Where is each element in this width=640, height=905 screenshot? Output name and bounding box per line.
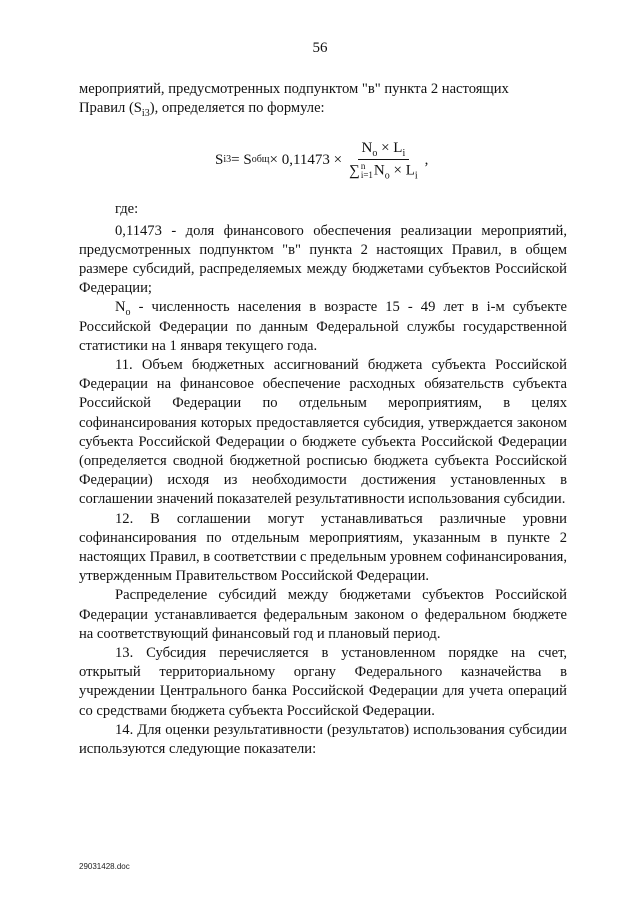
- definition-population-sub: o: [125, 307, 131, 319]
- den-l-sub: i: [414, 170, 418, 182]
- formula-numerator: [358, 140, 410, 160]
- definition-population-symbol: N: [115, 299, 126, 316]
- formula: S i3 = S общ × 0,11473 × $N_o \times L_i$ ∑ n i=1 $N_o \times L_i$ ,: [215, 140, 429, 182]
- num-l: × L: [377, 140, 403, 157]
- formula-coef: × 0,11473 ×: [269, 151, 343, 168]
- formula-block: [79, 118, 567, 200]
- footer-file-name: 29031428.doc: [79, 862, 130, 871]
- den-n: N: [373, 162, 385, 179]
- sum-top: n: [360, 161, 366, 172]
- formula-lhs: S: [215, 151, 224, 168]
- page-number: 56: [312, 40, 328, 56]
- paragraph-12: 12. В соглашении могут устанавливаться различные уровни софинансирования по отдельным мероприятиям, указанным в пункте 2 настоящих Правил, в соответствии с предельным уровнем софинансирования, утвержденным Правительством Российской Федерации.: [79, 510, 567, 585]
- paragraph-13: 13. Субсидия перечисляется в установленном порядке на счет, открытый территориальному органу Федерального казначейства в учреждении Центрального банка Российской Федерации для учета операций со средствами бюджета субъекта Российской Федерации.: [79, 645, 567, 719]
- formula-fraction: [345, 140, 422, 180]
- sum-limits: [361, 162, 373, 180]
- formula-trailing-comma: ,: [424, 151, 429, 168]
- where-label: где:: [115, 201, 139, 218]
- paragraph-distribution: Распределение субсидий между бюджетами субъектов Российской Федерации устанавливается федеральным законом о федеральном бюджете на соответствующий финансовый год и плановый период.: [79, 587, 567, 642]
- definition-population: [79, 298, 567, 356]
- paragraph-11: 11. Объем бюджетных ассигнований бюджета субъекта Российской Федерации на финансовое обеспечение расходных обязательств субъекта Российской Федерации по отдельным мероприятиям, в целях софинансирования которых предоставляется субсидия, утверждается законом субъекта Российской Федерации о бюджете субъекта Российской Федерации (определяется сводной бюджетной росписью бюджета субъекта Российской Федерации) исходя из необходимости достижения установленных в соглашении значений показателей результативности использования субсидии.: [79, 357, 567, 508]
- intro-line-1: мероприятий, предусмотренных подпунктом "в" пункта 2 настоящих: [79, 81, 509, 97]
- sum-symbol: ∑: [349, 162, 360, 179]
- intro-paragraph: [79, 80, 567, 118]
- intro-line-2-subscript: i3: [141, 108, 150, 120]
- formula-denominator: [345, 160, 422, 180]
- sum-group: [349, 162, 374, 180]
- definition-coefficient: 0,11473 - доля финансового обеспечения реализации мероприятий, предусмотренных подпунктом "в" пункта 2 настоящих Правил, в общем размере субсидий, распределяемых между бюджетами субъектов Российской Федерации;: [79, 222, 567, 297]
- intro-line-2-suffix: ), определяется по формуле:: [149, 100, 325, 117]
- den-l: × L: [389, 162, 415, 179]
- sum-bottom: i=1: [360, 170, 373, 181]
- intro-line-2-prefix: Правил (S: [79, 100, 142, 117]
- document-body: [79, 80, 567, 759]
- num-l-sub: i: [402, 148, 406, 160]
- num-n-sub: o: [372, 148, 378, 160]
- num-n: N: [361, 140, 373, 157]
- definition-population-text: - численность населения в возрасте 15 - 49 лет в i-м субъекте Российской Федерации по данным Федеральной службы государственной статистики на 1 января текущего года.: [79, 299, 567, 354]
- den-n-sub: o: [384, 170, 390, 182]
- paragraph-14: 14. Для оценки результативности (результатов) использования субсидии используются следующие показатели:: [79, 721, 567, 758]
- formula-eq: = S: [231, 151, 252, 168]
